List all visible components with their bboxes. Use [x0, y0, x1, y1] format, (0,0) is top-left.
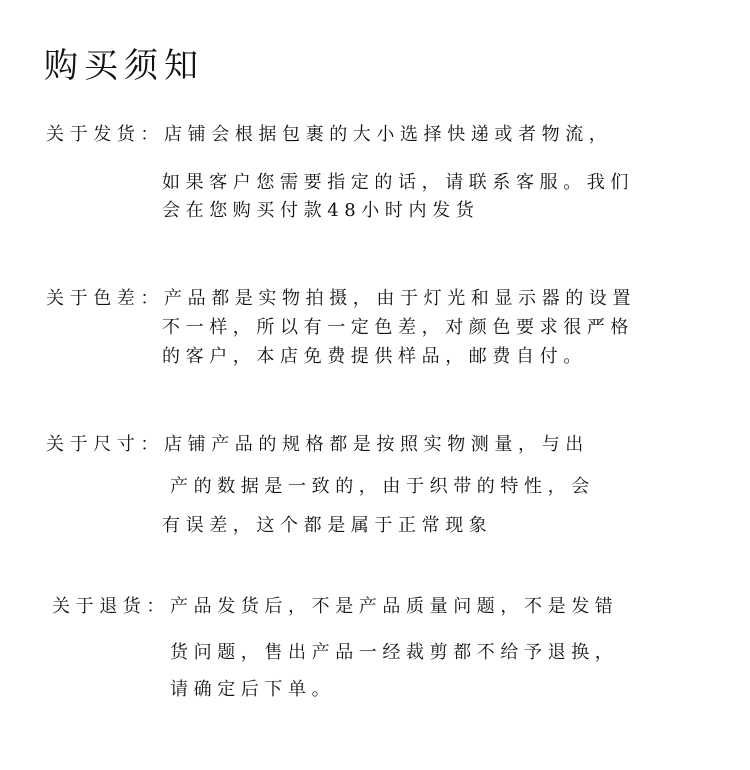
- returns-label: 关于退货：: [52, 596, 170, 617]
- returns-first-line: [52, 596, 618, 618]
- page-title: 购买须知: [44, 46, 204, 86]
- color-text-line-2: 不一样，所以有一定色差，对颜色要求很严格: [162, 317, 634, 338]
- size-text-line-1: 店铺产品的规格都是按照实物测量，与出: [164, 434, 589, 455]
- color-label: 关于色差：: [46, 288, 164, 309]
- size-text-line-3: 有误差，这个都是属于正常现象: [162, 515, 493, 536]
- size-text-line-2: 产的数据是一致的，由于织带的特性，会: [170, 476, 595, 497]
- size-label: 关于尺寸：: [46, 434, 164, 455]
- returns-text-line-3: 请确定后下单。: [170, 679, 336, 700]
- shipping-text-line-1: 店铺会根据包裹的大小选择快递或者物流，: [164, 124, 613, 145]
- shipping-text-line-3: 会在您购买付款48小时内发货: [162, 200, 480, 221]
- color-first-line: [46, 288, 636, 310]
- color-text-line-1: 产品都是实物拍摄，由于灯光和显示器的设置: [164, 288, 636, 309]
- size-first-line: [46, 434, 589, 456]
- shipping-text-line-2: 如果客户您需要指定的话，请联系客服。我们: [162, 172, 634, 193]
- returns-text-line-2: 货问题，售出产品一经裁剪都不给予退换，: [170, 642, 619, 663]
- shipping-first-line: [46, 124, 612, 146]
- shipping-label: 关于发货：: [46, 124, 164, 145]
- color-text-line-3: 的客户，本店免费提供样品，邮费自付。: [162, 346, 587, 367]
- returns-text-line-1: 产品发货后，不是产品质量问题，不是发错: [170, 596, 619, 617]
